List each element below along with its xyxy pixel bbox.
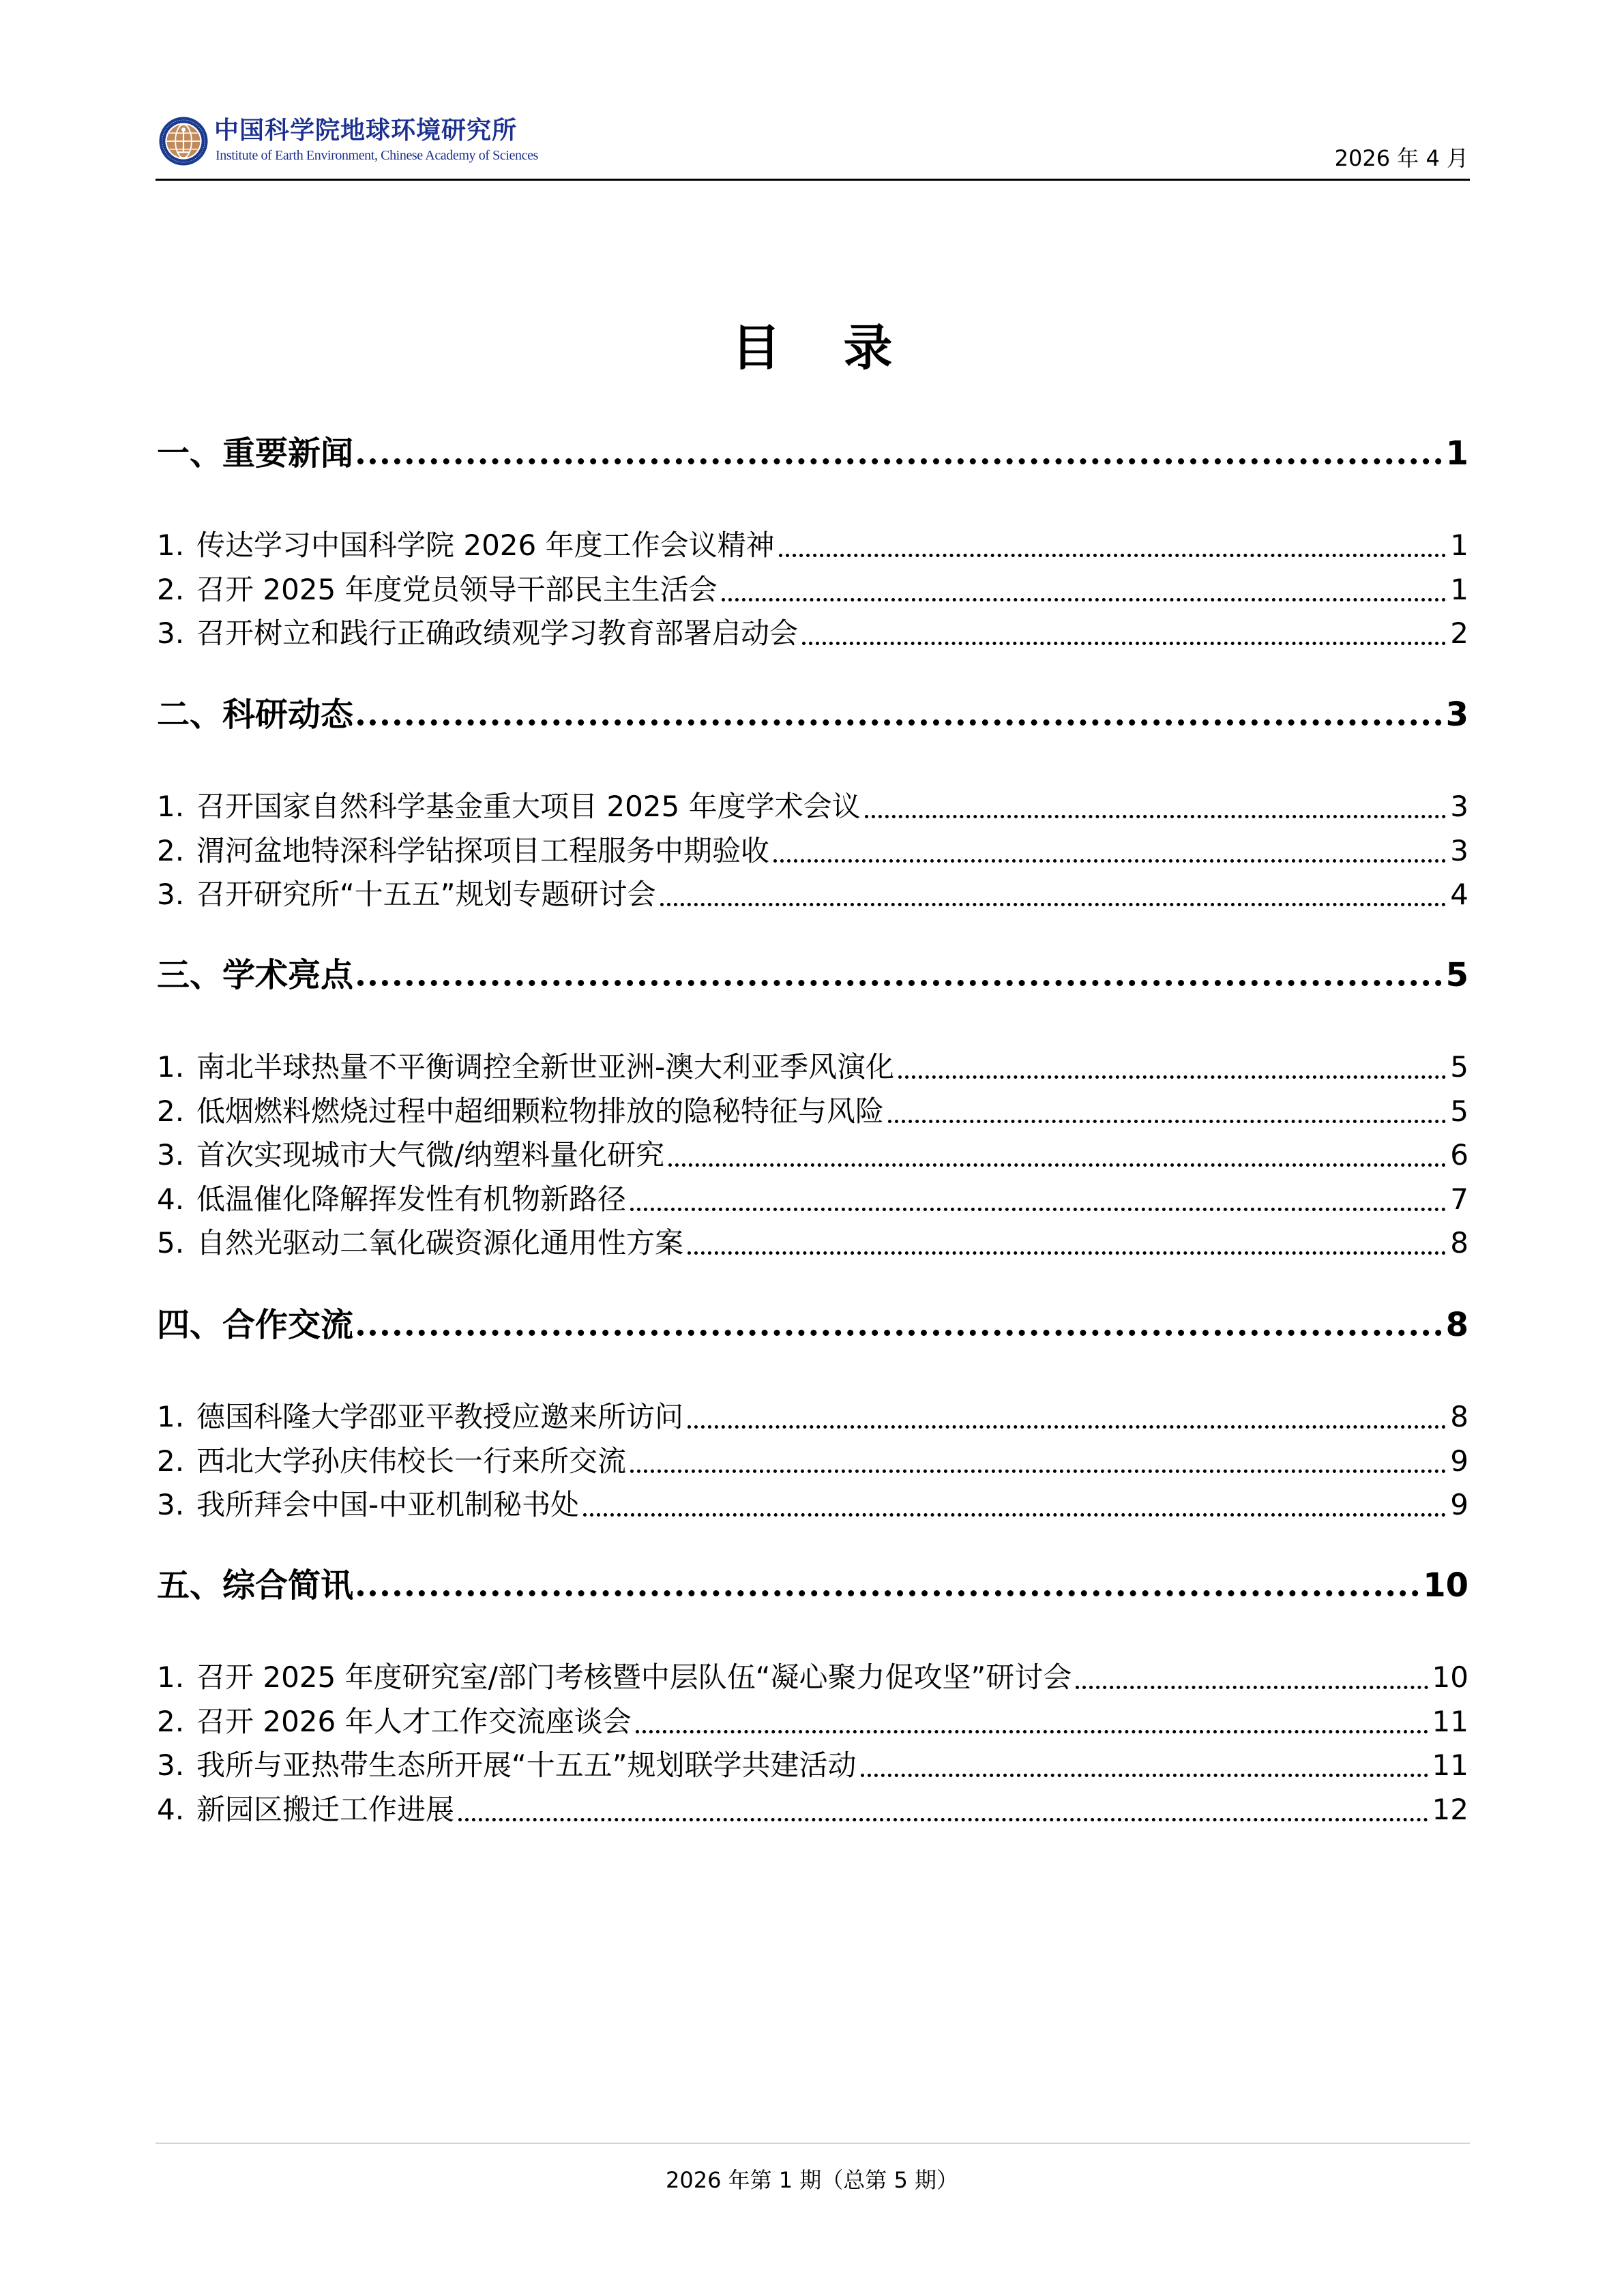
toc-entry-title — [157, 571, 718, 608]
toc-entry-title — [157, 1049, 894, 1086]
toc-section-title: 二、科研动态 — [157, 696, 354, 734]
toc-page-number: 3 — [1450, 790, 1468, 823]
toc-page-number: 3 — [1450, 834, 1468, 867]
logo-name-cn: 中国科学院地球环境研究所 — [214, 116, 518, 145]
toc-entry-text: 西北大学孙庆伟校长一行来所交流 — [196, 1444, 627, 1478]
toc-entry-title — [157, 527, 775, 564]
toc-page-number: 4 — [1450, 878, 1468, 911]
toc-entry[interactable] — [157, 571, 1468, 608]
toc-entry-index: 2. — [157, 1444, 185, 1478]
toc-entry-index: 2. — [157, 1094, 185, 1128]
toc-dot-leader — [357, 713, 1442, 726]
toc-entry[interactable] — [157, 1659, 1468, 1696]
toc-entry-title — [157, 1181, 626, 1218]
toc-dot-leader — [779, 550, 1447, 557]
toc-dot-leader — [357, 452, 1442, 464]
toc-dot-leader — [861, 1770, 1428, 1777]
toc-entry-title — [157, 1791, 454, 1828]
toc-entry[interactable] — [157, 1487, 1468, 1523]
toc-entry-text: 自然光驱动二氧化碳资源化通用性方案 — [196, 1226, 684, 1259]
toc-entry-title — [157, 876, 656, 913]
toc-title-char: 目 — [731, 319, 781, 376]
toc-entry-index: 1. — [157, 1050, 185, 1084]
institute-logo — [158, 115, 538, 168]
toc-page-number: 10 — [1423, 1566, 1468, 1605]
toc-entry-text: 低烟燃料燃烧过程中超细颗粒物排放的隐秘特征与风险 — [196, 1094, 885, 1128]
toc-entry-index: 1. — [157, 1400, 185, 1433]
toc-entry-index: 2. — [157, 834, 185, 867]
toc-entry-index: 2. — [157, 1705, 185, 1738]
toc-entry-text: 我所拜会中国-中亚机制秘书处 — [196, 1488, 580, 1521]
toc-entry-index: 3. — [157, 1138, 185, 1172]
toc-title-char: 录 — [843, 319, 893, 376]
toc-entry-index: 1. — [157, 528, 185, 562]
toc-dot-leader — [688, 1422, 1446, 1429]
toc-page-number: 12 — [1432, 1793, 1468, 1826]
toc-entry-title — [157, 1487, 579, 1523]
toc-dot-leader — [630, 1466, 1446, 1473]
toc-entry-title — [157, 615, 798, 652]
toc-entry-index: 3. — [157, 1748, 185, 1782]
header-divider — [156, 179, 1470, 181]
toc-entry-text: 德国科隆大学邵亚平教授应邀来所访问 — [196, 1400, 684, 1433]
toc-title — [0, 319, 1624, 376]
toc-entry-text: 南北半球热量不平衡调控全新世亚洲-澳大利亚季风演化 — [196, 1050, 895, 1084]
toc-entry-text: 我所与亚热带生态所开展“十五五”规划联学共建活动 — [196, 1748, 857, 1782]
toc-page-number: 5 — [1450, 1094, 1468, 1128]
toc-page-number: 6 — [1450, 1138, 1468, 1172]
toc-entry-text: 召开国家自然科学基金重大项目 2025 年度学术会议 — [196, 790, 861, 823]
toc-entry-text: 新园区搬迁工作进展 — [196, 1793, 455, 1826]
toc-dot-leader — [357, 1584, 1419, 1596]
toc-entry[interactable] — [157, 876, 1468, 913]
footer-issue: 2026 年第 1 期（总第 5 期） — [665, 2167, 959, 2193]
toc-entry-title — [157, 1399, 683, 1435]
toc-page-number: 1 — [1450, 573, 1468, 606]
toc-dot-leader — [722, 595, 1447, 601]
toc-section-heading[interactable] — [157, 1304, 1468, 1345]
toc-page-number: 8 — [1450, 1226, 1468, 1259]
toc-entry-text: 首次实现城市大气微/纳塑料量化研究 — [196, 1138, 665, 1172]
toc-dot-leader — [357, 1324, 1442, 1336]
toc-dot-leader — [688, 1248, 1446, 1255]
toc-entry-title — [157, 833, 769, 869]
toc-entry-text: 低温催化降解挥发性有机物新路径 — [196, 1182, 627, 1216]
toc-page-number: 11 — [1432, 1748, 1468, 1782]
toc-entry[interactable] — [157, 1093, 1468, 1130]
toc-entry-text: 召开 2025 年度研究室/部门考核暨中层队伍“凝心聚力促攻坚”研讨会 — [196, 1660, 1072, 1694]
toc-dot-leader — [1076, 1682, 1428, 1689]
toc-page-number: 8 — [1450, 1400, 1468, 1433]
toc-dot-leader — [458, 1815, 1428, 1821]
toc-section-heading[interactable] — [157, 955, 1468, 996]
toc-page-number: 7 — [1450, 1182, 1468, 1216]
toc-page-number: 2 — [1450, 616, 1468, 650]
toc-page-number: 11 — [1432, 1705, 1468, 1738]
toc-section-title: 四、合作交流 — [157, 1306, 354, 1344]
toc-section-heading[interactable] — [157, 433, 1468, 474]
toc-entry[interactable] — [157, 1137, 1468, 1174]
toc-entry-index: 3. — [157, 1488, 185, 1521]
toc-page-number: 10 — [1432, 1660, 1468, 1694]
toc-entry-index: 3. — [157, 616, 185, 650]
toc-section-title: 一、重要新闻 — [157, 434, 354, 473]
toc-dot-leader — [660, 899, 1447, 906]
toc-entry-title — [157, 1093, 884, 1130]
toc-entry-index: 2. — [157, 573, 185, 606]
toc-entry[interactable] — [157, 1181, 1468, 1218]
toc-section-heading[interactable] — [157, 694, 1468, 735]
toc-entry-text: 渭河盆地特深科学钻探项目工程服务中期验收 — [196, 834, 770, 867]
toc-entry[interactable] — [157, 833, 1468, 869]
toc-page-number: 8 — [1445, 1306, 1468, 1344]
toc-dot-leader — [357, 974, 1442, 986]
toc-entry-index: 4. — [157, 1793, 185, 1826]
toc-dot-leader — [802, 638, 1446, 645]
header-date: 2026 年 4 月 — [1334, 145, 1468, 171]
toc-entry-title — [157, 788, 861, 825]
toc-section-title: 三、学术亮点 — [157, 956, 354, 994]
toc-entry[interactable] — [157, 615, 1468, 652]
toc-entry-index: 1. — [157, 790, 185, 823]
toc-dot-leader — [865, 811, 1447, 818]
toc-section-heading[interactable] — [157, 1565, 1468, 1606]
toc-entry-text: 召开 2026 年人才工作交流座谈会 — [196, 1705, 632, 1738]
toc-entry[interactable] — [157, 788, 1468, 825]
toc-dot-leader — [888, 1116, 1446, 1123]
toc-page-number: 1 — [1445, 434, 1468, 473]
toc-entry[interactable] — [157, 1443, 1468, 1480]
toc-entry[interactable] — [157, 527, 1468, 564]
toc-section-title: 五、综合简讯 — [157, 1566, 354, 1605]
toc-entry-title — [157, 1703, 632, 1740]
logo-name-en: Institute of Earth Environment, Chinese Academy of Sciences — [216, 148, 538, 163]
toc-dot-leader — [898, 1072, 1446, 1079]
toc-page-number: 9 — [1450, 1444, 1468, 1478]
toc-page-number: 5 — [1450, 1050, 1468, 1084]
toc-entry-index: 5. — [157, 1226, 185, 1259]
toc-dot-leader — [583, 1510, 1446, 1517]
footer-divider — [156, 2143, 1470, 2144]
toc-page-number: 9 — [1450, 1488, 1468, 1521]
toc-entry[interactable] — [157, 1225, 1468, 1262]
toc-entry-index: 4. — [157, 1182, 185, 1216]
toc-entry-index: 3. — [157, 878, 185, 911]
toc-entry-text: 召开 2025 年度党员领导干部民主生活会 — [196, 573, 718, 606]
toc-entry[interactable] — [157, 1399, 1468, 1435]
toc-page-number: 3 — [1445, 696, 1468, 734]
toc-entry[interactable] — [157, 1703, 1468, 1740]
institute-seal-icon — [158, 116, 209, 166]
toc-entry[interactable] — [157, 1049, 1468, 1086]
toc-dot-leader — [773, 856, 1446, 863]
toc-entry-title — [157, 1443, 626, 1480]
toc-page-number: 1 — [1450, 528, 1468, 562]
toc-entry-title — [157, 1225, 683, 1262]
toc-dot-leader — [636, 1727, 1428, 1733]
toc-page-number: 5 — [1445, 956, 1468, 994]
toc-entry-title — [157, 1747, 857, 1784]
toc-entry[interactable] — [157, 1747, 1468, 1784]
toc-entry-index: 1. — [157, 1660, 185, 1694]
toc-entry[interactable] — [157, 1791, 1468, 1828]
toc-entry-text: 传达学习中国科学院 2026 年度工作会议精神 — [196, 528, 775, 562]
toc-entry-title — [157, 1659, 1072, 1696]
toc-dot-leader — [668, 1160, 1446, 1167]
toc-dot-leader — [630, 1204, 1446, 1211]
toc-entry-title — [157, 1137, 664, 1174]
toc-entry-text: 召开研究所“十五五”规划专题研讨会 — [196, 878, 656, 911]
toc-entry-text: 召开树立和践行正确政绩观学习教育部署启动会 — [196, 616, 799, 650]
